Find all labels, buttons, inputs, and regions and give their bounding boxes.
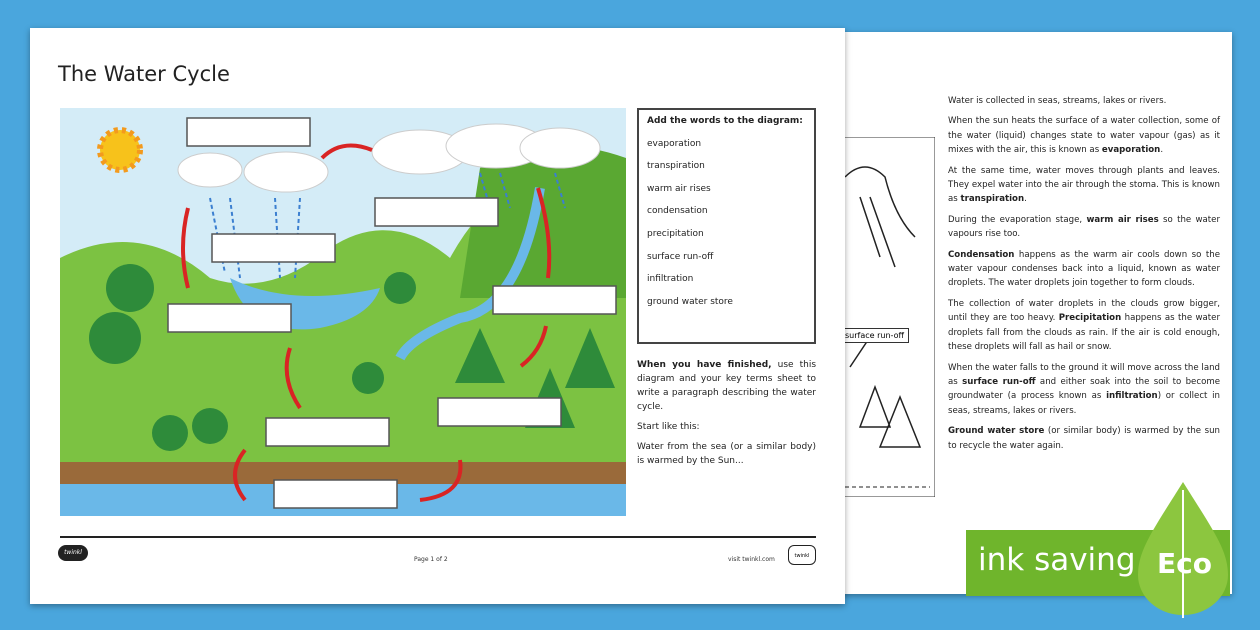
sketch-diagram — [840, 137, 935, 497]
back-paragraph — [948, 114, 1220, 157]
instructions — [637, 358, 816, 474]
water-cycle-diagram — [60, 108, 626, 516]
back-paragraph — [948, 94, 1220, 108]
word-box-heading: Add the words to the diagram: — [647, 116, 803, 126]
sun-icon — [100, 130, 140, 170]
paragraph-text: . — [1024, 194, 1027, 205]
word: transpiration — [647, 161, 705, 172]
eco-leaf-icon — [1133, 480, 1233, 624]
front-page — [30, 28, 845, 604]
word: precipitation — [647, 228, 704, 239]
key-term: warm air rises — [1086, 214, 1159, 225]
key-term: Condensation — [948, 249, 1015, 260]
word-box — [637, 108, 816, 344]
sketch-label: surface run-off — [840, 328, 909, 343]
back-paragraph — [948, 424, 1220, 453]
word: ground water store — [647, 296, 733, 307]
key-term: infiltration — [1106, 391, 1158, 402]
word: warm air rises — [647, 183, 711, 194]
instr-example: Water from the sea (or a similar body) is warmed by the Sun... — [637, 442, 816, 466]
key-term: evaporation — [1101, 145, 1161, 156]
word: evaporation — [647, 138, 702, 149]
paragraph-text: The collection of water droplets in the clouds grow bigger, until they are too heavy. — [948, 298, 1220, 324]
paragraph-text: ) or collect in seas, streams, lakes or rivers. — [948, 391, 1220, 416]
page-number: Page 1 of 2 — [414, 556, 448, 563]
paragraph-text: During the evaporation stage, — [948, 214, 1087, 225]
twinkl-logo-2: twinkl — [788, 545, 816, 565]
back-paragraph — [948, 297, 1220, 355]
site-link: visit twinkl.com — [728, 556, 775, 563]
key-term: Precipitation — [1058, 313, 1122, 324]
footer-rule — [60, 536, 816, 538]
eco-label: Eco — [1157, 547, 1212, 580]
paragraph-text: happens as the warm air cools down so the water vapour condenses back into a liquid, known as water droplets. The water droplets join together to form clouds. — [948, 249, 1220, 289]
key-term: Ground water store — [948, 426, 1045, 437]
paragraph-text: Water is collected in seas, streams, lakes or rivers. — [948, 96, 1167, 106]
word: infiltration — [647, 274, 694, 285]
key-term: transpiration — [960, 194, 1025, 205]
paragraph-text: happens as the water droplets fall from the clouds as rain. If the air is cold enough, these droplets will fall as hail or snow. — [948, 313, 1220, 353]
instr-text: use this diagram and your key terms sheet to write a paragraph describing the water cycle. — [637, 360, 817, 412]
word: condensation — [647, 206, 708, 217]
page-title: The Water Cycle — [58, 62, 230, 86]
back-paragraph — [948, 248, 1220, 291]
word: surface run-off — [647, 251, 714, 262]
paragraph-text: so the water vapours rise too. — [948, 214, 1220, 240]
back-paragraph — [948, 164, 1220, 207]
back-paragraph — [948, 361, 1220, 419]
twinkl-logo: twinkl — [58, 545, 88, 561]
badge-text: ink saving — [978, 542, 1136, 578]
key-term: surface run-off — [962, 376, 1036, 387]
paragraph-text: . — [1160, 145, 1164, 156]
instr-start: Start like this: — [637, 422, 700, 432]
back-text — [948, 94, 1220, 459]
paragraph-text: and either soak into the soil to become groundwater (a process known as — [948, 376, 1220, 402]
paragraph-text: At the same time, water moves through plants and leaves. They expel water into the air through the stoma. This is known as — [948, 165, 1220, 205]
paragraph-text: When the water falls to the ground it will move across the land as — [948, 362, 1220, 387]
instr-bold: When you have finished, — [637, 360, 772, 370]
back-paragraph — [948, 213, 1220, 242]
paragraph-text: When the sun heats the surface of a water collection, some of the water (liquid) changes state to water vapour (gas) as it mixes with the air, this is known as — [948, 116, 1220, 156]
paragraph-text: (or similar body) is warmed by the sun to recycle the water again. — [948, 426, 1220, 451]
